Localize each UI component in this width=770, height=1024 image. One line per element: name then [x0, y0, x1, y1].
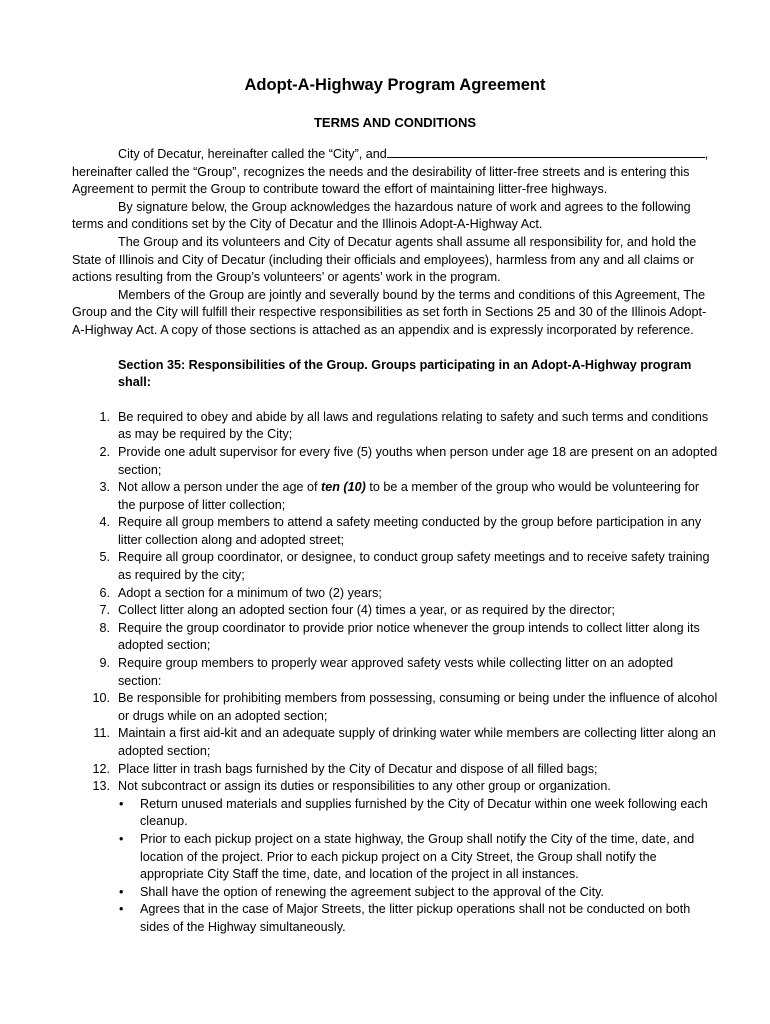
list-item — [72, 409, 718, 444]
list-item — [72, 690, 718, 725]
item-number: 9. — [99, 656, 110, 671]
item-text-before: Not allow a person under the age of — [118, 480, 322, 495]
responsibilities-list — [72, 409, 718, 796]
item-text: Require the group coordinator to provide prior notice whenever the group intends to collect litter along its adopted section; — [118, 620, 700, 653]
item-number: 5. — [99, 550, 110, 565]
age-emphasis: ten (10) — [321, 480, 366, 495]
bullet-text: Prior to each pickup project on a state highway, the Group shall notify the City of the time, date, and location of the project. Prior to each pickup project on a City Street, the Group shall notify the appropriate City Staff the time, date, and location of the project in all instances. — [140, 831, 695, 882]
item-number: 12. — [92, 761, 110, 776]
item-text: Collect litter along an adopted section four (4) times a year, or as required by the director; — [118, 603, 616, 618]
intro-paragraph-3: The Group and its volunteers and City of Decatur agents shall assume all responsibility for, and hold the State of Illinois and City of Decatur (including their officials and employees), harmless from any and all claims or actions resulting from the Group’s volunteers’ or agents’ work in the program. — [72, 234, 697, 285]
list-item — [72, 444, 718, 479]
bullet-item — [72, 796, 718, 831]
list-item — [72, 725, 718, 760]
document-body — [72, 145, 718, 937]
list-item — [72, 655, 718, 690]
page-subtitle: TERMS AND CONDITIONS — [313, 115, 477, 130]
item-number: 1. — [99, 409, 110, 424]
list-item — [72, 479, 718, 514]
bullet-text: Agrees that in the case of Major Streets, the litter pickup operations shall not be conducted on both sides of the Highway simultaneously. — [140, 902, 691, 934]
additional-terms-list — [72, 796, 718, 937]
bullet-icon: • — [119, 884, 124, 899]
group-name-blank[interactable] — [387, 145, 705, 158]
item-text-after: to be a member of the group who would be volunteering for the purpose of litter collection; — [118, 480, 700, 512]
bullet-item — [72, 831, 718, 884]
item-text: Maintain a first aid-kit and an adequate supply of drinking water while members are collecting litter along an adopted section; — [118, 726, 716, 758]
intro-p1-end: , hereinafter called the “Group”, recognizes the needs and the desirability of litter-free streets and is entering this Agreement to permit the Group to contribute toward the effort of maintaining litter-free highways. — [72, 147, 709, 197]
bullet-icon: • — [119, 796, 124, 811]
list-item — [72, 778, 718, 796]
item-text: Require group members to properly wear approved safety vests while collecting litter on an adopted section: — [118, 656, 674, 688]
list-item — [72, 549, 718, 584]
bullet-icon: • — [119, 831, 124, 846]
item-text: Not subcontract or assign its duties or responsibilities to any other group or organization. — [118, 779, 611, 794]
item-text: Require all group coordinator, or designee, to conduct group safety meetings and to receive safety training as required by the city; — [118, 550, 710, 583]
list-item — [72, 620, 718, 655]
item-text: Place litter in trash bags furnished by the City of Decatur and dispose of all filled bags; — [118, 761, 598, 776]
item-number: 4. — [99, 515, 110, 530]
item-number: 10. — [92, 691, 110, 706]
bullet-icon: • — [119, 902, 124, 917]
item-number: 2. — [99, 444, 110, 459]
intro-paragraph-2: By signature below, the Group acknowledges the hazardous nature of work and agrees to the following terms and conditions set by the City of Decatur and the Illinois Adopt-A-Highway Act. — [72, 199, 691, 232]
section-35-heading: Section 35: Responsibilities of the Group. Groups participating in an Adopt-A-Highway program shall: — [118, 357, 692, 390]
bullet-item — [72, 901, 718, 936]
item-number: 8. — [99, 620, 110, 635]
page-title: Adopt-A-Highway Program Agreement — [244, 76, 546, 94]
item-text: Be required to obey and abide by all laws and regulations relating to safety and such terms and conditions as may be required by the City; — [118, 409, 709, 442]
bullet-text: Return unused materials and supplies furnished by the City of Decatur within one week following each cleanup. — [140, 796, 708, 829]
item-number: 13. — [92, 779, 110, 794]
intro-paragraph-4: Members of the Group are jointly and severally bound by the terms and conditions of this Agreement, The Group and the City will fulfill their respective responsibilities as set forth in Sections 25 and 30 of the Illinois Adopt-A-Highway Act. A copy of those sections is attached as an appendix and is expressly incorporated by reference. — [72, 287, 707, 337]
list-item — [72, 585, 718, 603]
list-item — [72, 514, 718, 549]
item-text: Require all group members to attend a safety meeting conducted by the group before participation in any litter collection along and adopted street; — [118, 515, 702, 547]
item-number: 6. — [99, 585, 110, 600]
bullet-text: Shall have the option of renewing the agreement subject to the approval of the City. — [140, 884, 604, 899]
bullet-item — [72, 884, 718, 902]
item-number: 11. — [93, 726, 110, 741]
item-number: 7. — [99, 603, 110, 618]
list-item — [72, 761, 718, 779]
list-item — [72, 602, 718, 620]
item-text: Adopt a section for a minimum of two (2) years; — [118, 585, 382, 600]
intro-p1-start: City of Decatur, hereinafter called the “City”, and — [118, 147, 387, 161]
item-text: Be responsible for prohibiting members from possessing, consuming or being under the influence of alcohol or drugs while on an adopted section; — [118, 691, 718, 723]
intro-paragraph-1 — [72, 145, 718, 199]
item-number: 3. — [99, 480, 110, 495]
item-text: Provide one adult supervisor for every five (5) youths when person under age 18 are present on an adopted section; — [118, 444, 718, 477]
